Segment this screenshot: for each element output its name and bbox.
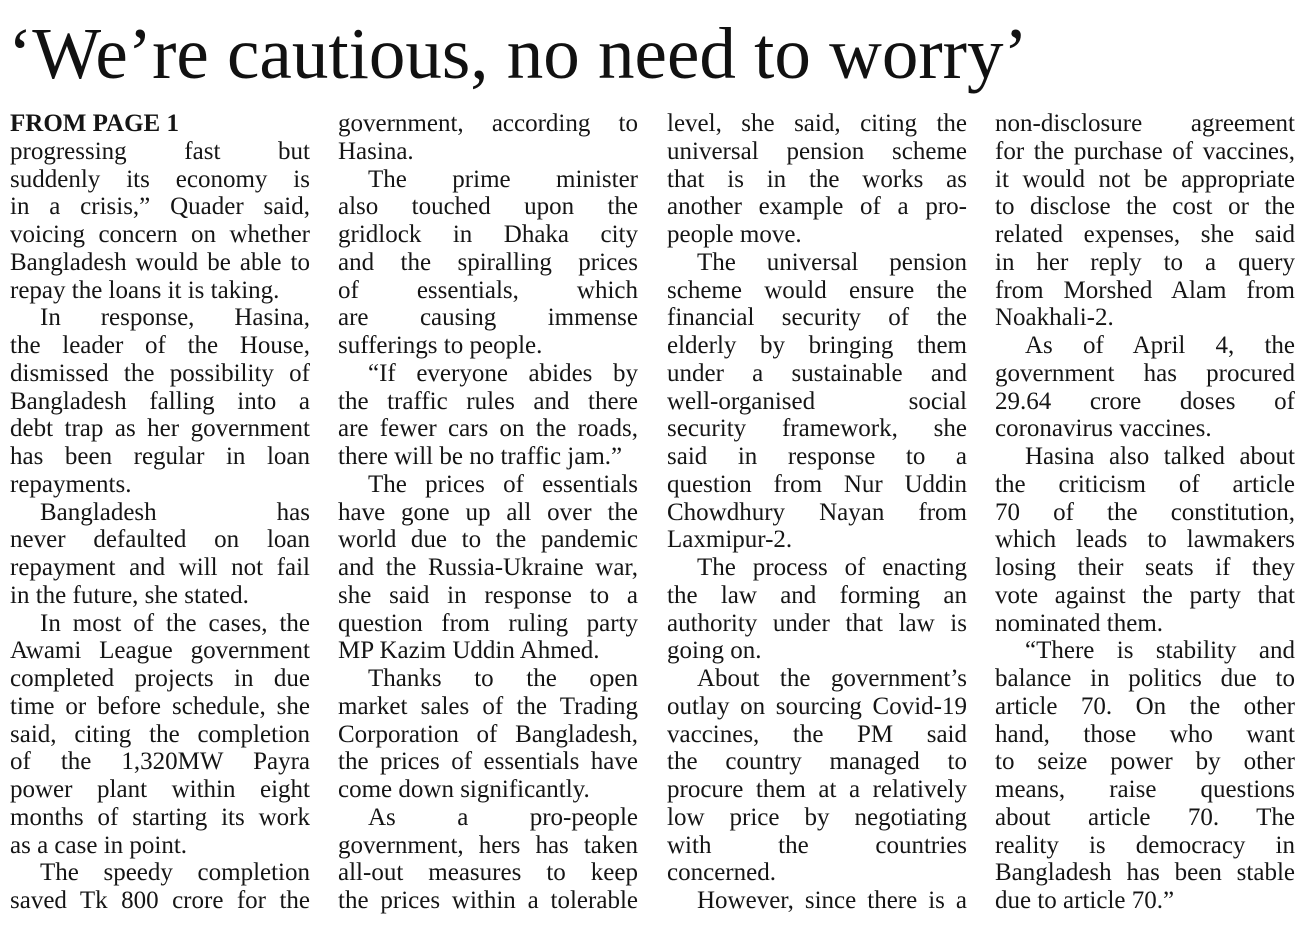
text-line: scheme would ensure the — [667, 276, 967, 304]
text-line: are fewer cars on the roads, — [338, 415, 638, 443]
text-line: sufferings to people. — [338, 332, 543, 359]
text-line: Bangladesh falling into a — [10, 387, 310, 415]
text-line: of the 1,320MW Payra — [10, 748, 310, 776]
text-line: reality is democracy in — [995, 831, 1295, 859]
paragraph — [667, 110, 967, 249]
text-line: are causing immense — [338, 304, 638, 332]
text-line: dismissed the possibility of — [10, 359, 310, 387]
text-line: outlay on sourcing Covid-19 — [667, 692, 967, 720]
text-line: The universal pension — [697, 248, 967, 276]
text-line: article 70. On the other — [995, 692, 1295, 720]
text-line: low price by negotiating — [667, 803, 967, 831]
text-line: However, since there is a — [697, 887, 967, 914]
text-line: in her reply to a query — [995, 248, 1295, 276]
text-line: Chowdhury Nayan from — [667, 498, 967, 526]
text-line: question from Nur Uddin — [667, 470, 967, 498]
text-line: in the future, she stated. — [10, 581, 249, 609]
text-line: said in response to a — [667, 443, 967, 470]
text-line: losing their seats if they — [995, 554, 1295, 581]
text-line: another example of a pro- — [667, 193, 967, 221]
text-line: 29.64 crore doses of — [995, 387, 1295, 415]
text-line: world due to the pandemic — [338, 526, 638, 554]
text-line: also touched upon the — [338, 193, 638, 221]
text-line: the criticism of article — [995, 470, 1295, 498]
paragraph — [338, 471, 638, 665]
text-line: debt trap as her government — [10, 415, 310, 443]
text-line: related expenses, she said — [995, 221, 1295, 248]
text-line: the traffic rules and there — [338, 387, 638, 415]
text-line: in a crisis,” Quader said, — [10, 193, 310, 221]
text-line: people move. — [667, 221, 802, 248]
text-line: As of April 4, the — [1025, 332, 1295, 359]
paragraph — [995, 332, 1295, 443]
text-line: MP Kazim Uddin Ahmed. — [338, 637, 600, 665]
text-line: Hasina also talked about — [1025, 443, 1295, 470]
text-line: authority under that law is — [667, 609, 967, 637]
text-line: non-disclosure agreement — [995, 110, 1295, 137]
text-line: means, raise questions — [995, 776, 1295, 803]
text-line: about article 70. The — [995, 803, 1295, 831]
text-line: procure them at a relatively — [667, 776, 967, 803]
text-line: to disclose the cost or the — [995, 193, 1295, 221]
text-line: Hasina. — [338, 137, 414, 165]
text-line: repayments. — [10, 470, 132, 498]
text-line: never defaulted on loan — [10, 526, 310, 554]
text-line: progressing fast but — [10, 137, 310, 165]
text-line: the law and forming an — [667, 581, 967, 609]
text-line: voicing concern on whether — [10, 221, 310, 248]
text-line: level, she said, citing the — [667, 110, 967, 137]
text-line: said, citing the completion — [10, 720, 310, 748]
paragraph — [667, 249, 967, 554]
text-line: completed projects in due — [10, 665, 310, 692]
text-line: months of starting its work — [10, 803, 310, 831]
text-line: has been regular in loan — [10, 443, 310, 470]
text-line: government, hers has taken — [338, 831, 638, 859]
text-line: suddenly its economy is — [10, 165, 310, 193]
text-line: come down significantly. — [338, 776, 590, 803]
text-line: going on. — [667, 637, 762, 665]
text-line: Laxmipur-2. — [667, 526, 793, 554]
text-line: market sales of the Trading — [338, 692, 638, 720]
paragraph — [995, 110, 1295, 332]
text-line: The speedy completion — [40, 859, 310, 887]
text-line: and the Russia-Ukraine war, — [338, 554, 638, 581]
text-line: of essentials, which — [338, 276, 638, 304]
text-line: government, according to — [338, 110, 638, 137]
text-line: with the countries — [667, 831, 967, 859]
text-line: hand, those who want — [995, 720, 1295, 748]
paragraph — [338, 166, 638, 360]
paragraph — [995, 443, 1295, 637]
text-line: repay the loans it is taking. — [10, 276, 280, 304]
text-line: due to article 70.” — [995, 887, 1175, 914]
text-line: About the government’s — [697, 665, 967, 692]
text-line: coronavirus vaccines. — [995, 415, 1212, 443]
text-line: time or before schedule, she — [10, 692, 310, 720]
paragraph — [10, 304, 310, 498]
text-line: Thanks to the open — [368, 665, 638, 692]
text-line: all-out measures to keep — [338, 859, 638, 887]
text-line: The prices of essentials — [368, 470, 638, 498]
text-line: Awami League government — [10, 637, 310, 665]
text-line: government has procured — [995, 359, 1295, 387]
paragraph — [10, 859, 310, 915]
paragraph — [338, 110, 638, 166]
text-line: there will be no traffic jam.” — [338, 443, 623, 470]
text-line: that is in the works as — [667, 165, 967, 193]
text-line: balance in politics due to — [995, 665, 1295, 692]
text-line: power plant within eight — [10, 776, 310, 803]
text-line: saved Tk 800 crore for the — [10, 887, 310, 914]
article-column-3 — [667, 110, 967, 915]
text-line: well-organised social — [667, 387, 967, 415]
article-column-4 — [995, 110, 1295, 915]
text-line: and the spiralling prices — [338, 248, 638, 276]
text-line: the prices of essentials have — [338, 748, 638, 776]
text-line: under a sustainable and — [667, 359, 967, 387]
paragraph — [995, 637, 1295, 915]
text-line: from Morshed Alam from — [995, 276, 1295, 304]
paragraph — [338, 360, 638, 471]
paragraph — [10, 138, 310, 305]
text-line: have gone up all over the — [338, 498, 638, 526]
paragraph — [10, 499, 310, 610]
text-line: it would not be appropriate — [995, 165, 1295, 193]
headline: ‘We’re cautious, no need to worry’ — [8, 13, 1028, 94]
text-line: 70 of the constitution, — [995, 498, 1295, 526]
text-line: vote against the party that — [995, 581, 1295, 609]
text-line: “If everyone abides by — [368, 359, 638, 387]
text-line: question from ruling party — [338, 609, 638, 637]
paragraph — [667, 665, 967, 887]
text-line: as a case in point. — [10, 831, 188, 859]
text-line: Bangladesh has — [40, 498, 310, 526]
jump-label: FROM PAGE 1 — [10, 110, 179, 137]
paragraph — [338, 804, 638, 915]
text-line: Bangladesh would be able to — [10, 248, 310, 276]
text-line: The prime minister — [368, 165, 638, 193]
text-line: security framework, she — [667, 415, 967, 443]
text-line: for the purchase of vaccines, — [995, 137, 1295, 165]
text-line: In most of the cases, the — [40, 609, 310, 637]
text-line: the leader of the House, — [10, 332, 310, 359]
article-column-2 — [338, 110, 638, 915]
text-line: concerned. — [667, 859, 776, 887]
text-line: elderly by bringing them — [667, 332, 967, 359]
article-column-1 — [10, 110, 310, 915]
text-line: the country managed to — [667, 748, 967, 776]
text-line: she said in response to a — [338, 581, 638, 609]
paragraph — [667, 887, 967, 915]
paragraph — [667, 554, 967, 665]
text-line: the prices within a tolerable — [338, 887, 638, 914]
text-line: repayment and will not fail — [10, 554, 310, 581]
text-line: vaccines, the PM said — [667, 720, 967, 748]
text-line: which leads to lawmakers — [995, 526, 1295, 554]
text-line: to seize power by other — [995, 748, 1295, 776]
paragraph — [10, 610, 310, 860]
text-line: gridlock in Dhaka city — [338, 221, 638, 248]
text-line: financial security of the — [667, 304, 967, 332]
text-line: Bangladesh has been stable — [995, 859, 1295, 887]
paragraph — [338, 665, 638, 804]
text-line: universal pension scheme — [667, 137, 967, 165]
text-line: Noakhali-2. — [995, 304, 1114, 332]
text-line: nominated them. — [995, 609, 1164, 637]
text-line: Corporation of Bangladesh, — [338, 720, 638, 748]
text-line: “There is stability and — [1025, 637, 1295, 665]
text-line: The process of enacting — [697, 554, 967, 581]
text-line: In response, Hasina, — [40, 304, 310, 332]
text-line: As a pro-people — [368, 803, 638, 831]
